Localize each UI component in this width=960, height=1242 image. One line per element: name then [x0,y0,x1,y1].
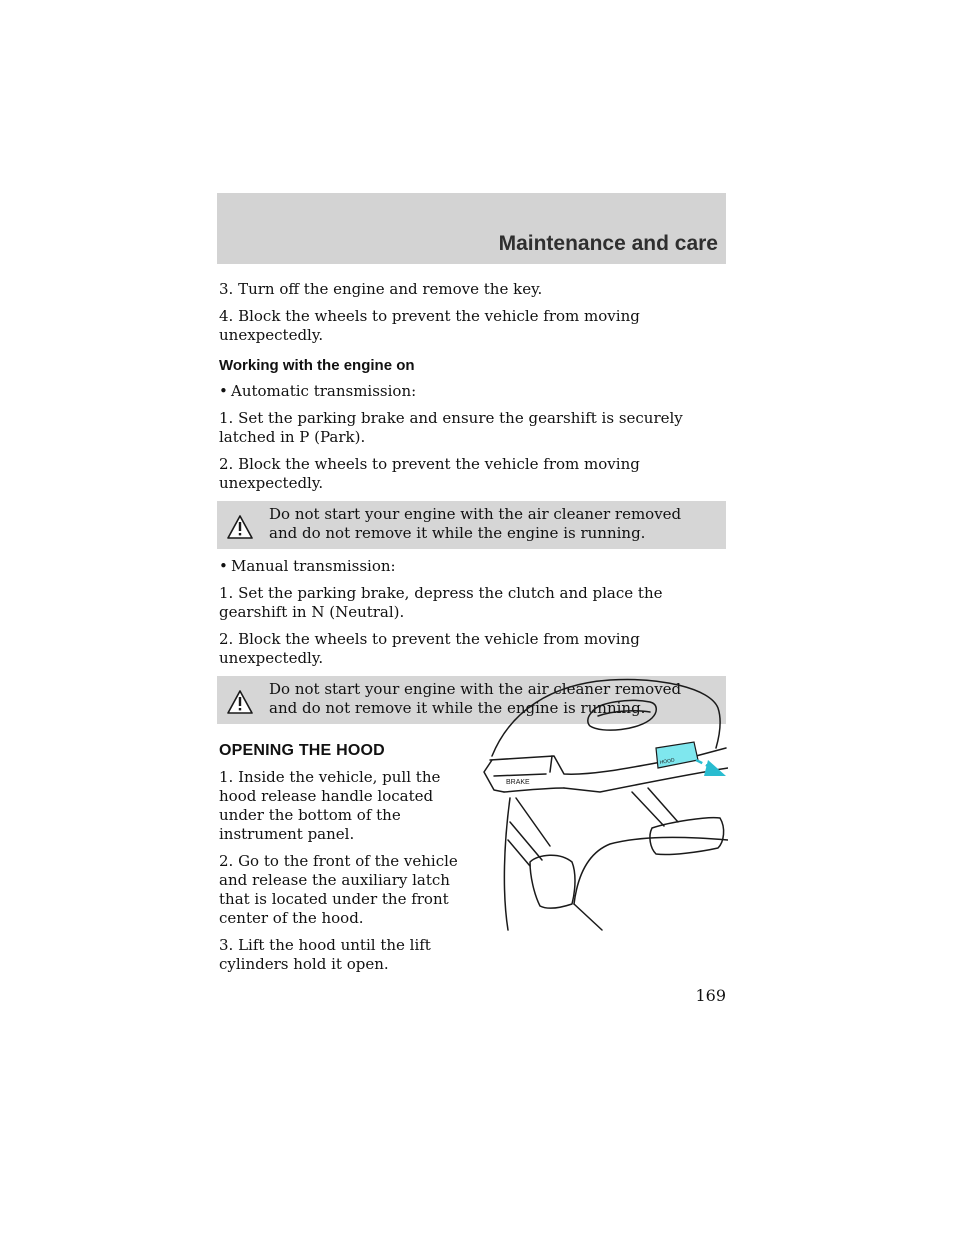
intro-step-3: 3. Turn off the engine and remove the key. [219,280,543,298]
section-title: Maintenance and care [498,232,718,255]
hood-step-1: 1. Inside the vehicle, pull the hood release handle located under the bottom of the instrument panel. [219,768,441,843]
manual-step-1: 1. Set the parking brake, depress the clutch and place the gearshift in N (Neutral). [219,584,663,621]
automatic-step-1: 1. Set the parking brake and ensure the gearshift is securely latched in P (Park). [219,409,683,446]
header-band [217,193,726,264]
warning-text-automatic: Do not start your engine with the air cleaner removed and do not remove it while the engine is running. [269,505,682,542]
hood-label: HOOD [659,757,676,766]
automatic-step-2: 2. Block the wheels to prevent the vehicle from moving unexpectedly. [219,455,640,492]
opening-hood-heading: OPENING THE HOOD [219,742,385,759]
bullet-icon: • [219,382,228,400]
intro-step-4: 4. Block the wheels to prevent the vehicle from moving unexpectedly. [219,307,640,344]
bullet-icon: • [219,557,228,575]
warning-triangle-icon [227,690,253,714]
hood-steps [219,768,475,974]
hood-step-2: 2. Go to the front of the vehicle and release the auxiliary latch that is located under the front center of the hood. [219,852,458,927]
page-number: 169 [695,986,726,1005]
manual-bullet [219,557,724,576]
manual-bullet-text: Manual transmission: [231,557,396,575]
engine-on-heading: Working with the engine on [219,357,415,374]
hood-release-illustration [480,672,728,934]
brake-label: BRAKE [506,779,530,786]
warning-box-automatic [217,501,726,549]
warning-text-manual: Do not start your engine with the air cleaner removed and do not remove it while the engine is running. [269,680,682,717]
manual-step-2: 2. Block the wheels to prevent the vehicle from moving unexpectedly. [219,630,640,667]
hood-step-3: 3. Lift the hood until the lift cylinders hold it open. [219,936,431,973]
automatic-bullet [219,382,724,401]
automatic-bullet-text: Automatic transmission: [231,382,417,400]
warning-triangle-icon [227,515,253,539]
